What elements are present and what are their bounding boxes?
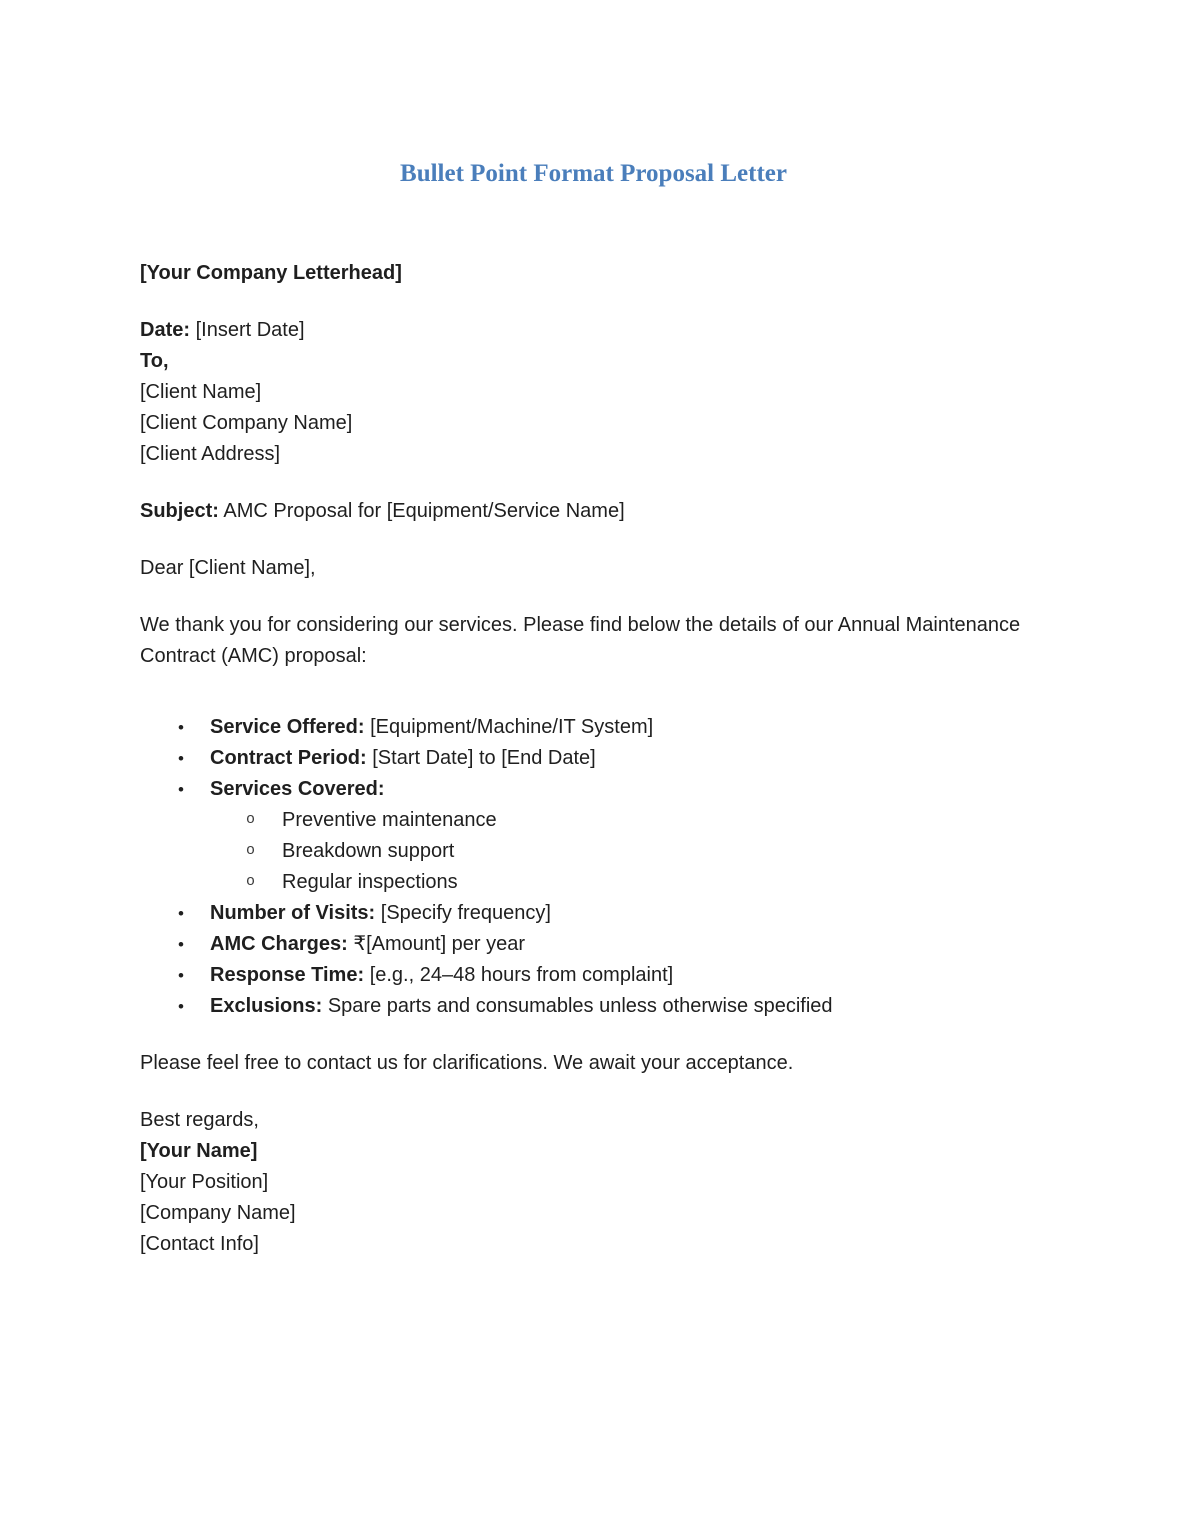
- bullet-label: Services Covered:: [210, 778, 385, 800]
- bullet-label: Exclusions:: [210, 995, 323, 1017]
- date-line: [140, 315, 1047, 346]
- bullet-label: Service Offered:: [210, 716, 365, 738]
- bullet-value: Spare parts and consumables unless otherwise specified: [327, 995, 833, 1017]
- bullet-value: [Specify frequency]: [380, 902, 551, 924]
- proposal-bullet-list: [140, 712, 1047, 1022]
- bullet-value: [Start Date] to [End Date]: [372, 747, 596, 769]
- sub-list-item: [140, 805, 1047, 836]
- list-item: [140, 774, 1047, 805]
- list-item: [140, 960, 1047, 991]
- bullet-value: [Equipment/Machine/IT System]: [370, 716, 654, 738]
- recipient-address: [Client Address]: [140, 443, 281, 465]
- bullet-icon: •: [178, 997, 184, 1016]
- list-item: [140, 991, 1047, 1022]
- to-label: To,: [140, 350, 169, 372]
- signature-name: [Your Name]: [140, 1140, 258, 1162]
- list-item: [140, 929, 1047, 960]
- sub-bullet-value: Breakdown support: [282, 840, 455, 862]
- bullet-icon: •: [178, 780, 184, 799]
- recipient-company: [Client Company Name]: [140, 412, 353, 434]
- signature-contact: [Contact Info]: [140, 1233, 259, 1255]
- sub-list-item: [140, 836, 1047, 867]
- sub-bullet-value: Preventive maintenance: [282, 809, 497, 831]
- bullet-label: Contract Period:: [210, 747, 367, 769]
- list-item: [140, 712, 1047, 743]
- document-title: Bullet Point Format Proposal Letter: [400, 160, 787, 187]
- greeting-line: Dear [Client Name],: [140, 557, 316, 579]
- subject-label: Subject:: [140, 500, 219, 522]
- recipient-name: [Client Name]: [140, 381, 262, 403]
- bullet-icon: •: [178, 935, 184, 954]
- signature-company: [Company Name]: [140, 1202, 296, 1224]
- signature-position: [Your Position]: [140, 1171, 269, 1193]
- signature-block: [140, 1105, 1047, 1260]
- letter-body: [140, 258, 1047, 1260]
- bullet-icon: •: [178, 718, 184, 737]
- date-value: [Insert Date]: [195, 319, 305, 341]
- company-letterhead: [Your Company Letterhead]: [140, 262, 402, 284]
- regards-line: Best regards,: [140, 1109, 259, 1131]
- list-item: [140, 898, 1047, 929]
- subject-line: [140, 496, 1047, 527]
- bullet-value: ₹[Amount] per year: [353, 933, 526, 955]
- closing-paragraph: Please feel free to contact us for clarifications. We await your acceptance.: [140, 1052, 794, 1074]
- date-and-recipient-block: [140, 315, 1047, 470]
- subject-value: AMC Proposal for [Equipment/Service Name]: [223, 500, 625, 522]
- bullet-icon: •: [178, 749, 184, 768]
- bullet-label: Number of Visits:: [210, 902, 376, 924]
- sub-bullet-icon: o: [246, 873, 256, 890]
- list-item: [140, 743, 1047, 774]
- bullet-icon: •: [178, 904, 184, 923]
- sub-bullet-icon: o: [246, 842, 256, 859]
- bullet-label: AMC Charges:: [210, 933, 348, 955]
- sub-bullet-icon: o: [246, 811, 256, 828]
- intro-paragraph: We thank you for considering our services. Please find below the details of our Annual Maintenance Contract (AMC) proposal:: [140, 614, 1021, 667]
- date-label: Date:: [140, 319, 191, 341]
- bullet-label: Response Time:: [210, 964, 365, 986]
- sub-bullet-value: Regular inspections: [282, 871, 458, 893]
- sub-list-item: [140, 867, 1047, 898]
- bullet-value: [e.g., 24–48 hours from complaint]: [369, 964, 674, 986]
- bullet-icon: •: [178, 966, 184, 985]
